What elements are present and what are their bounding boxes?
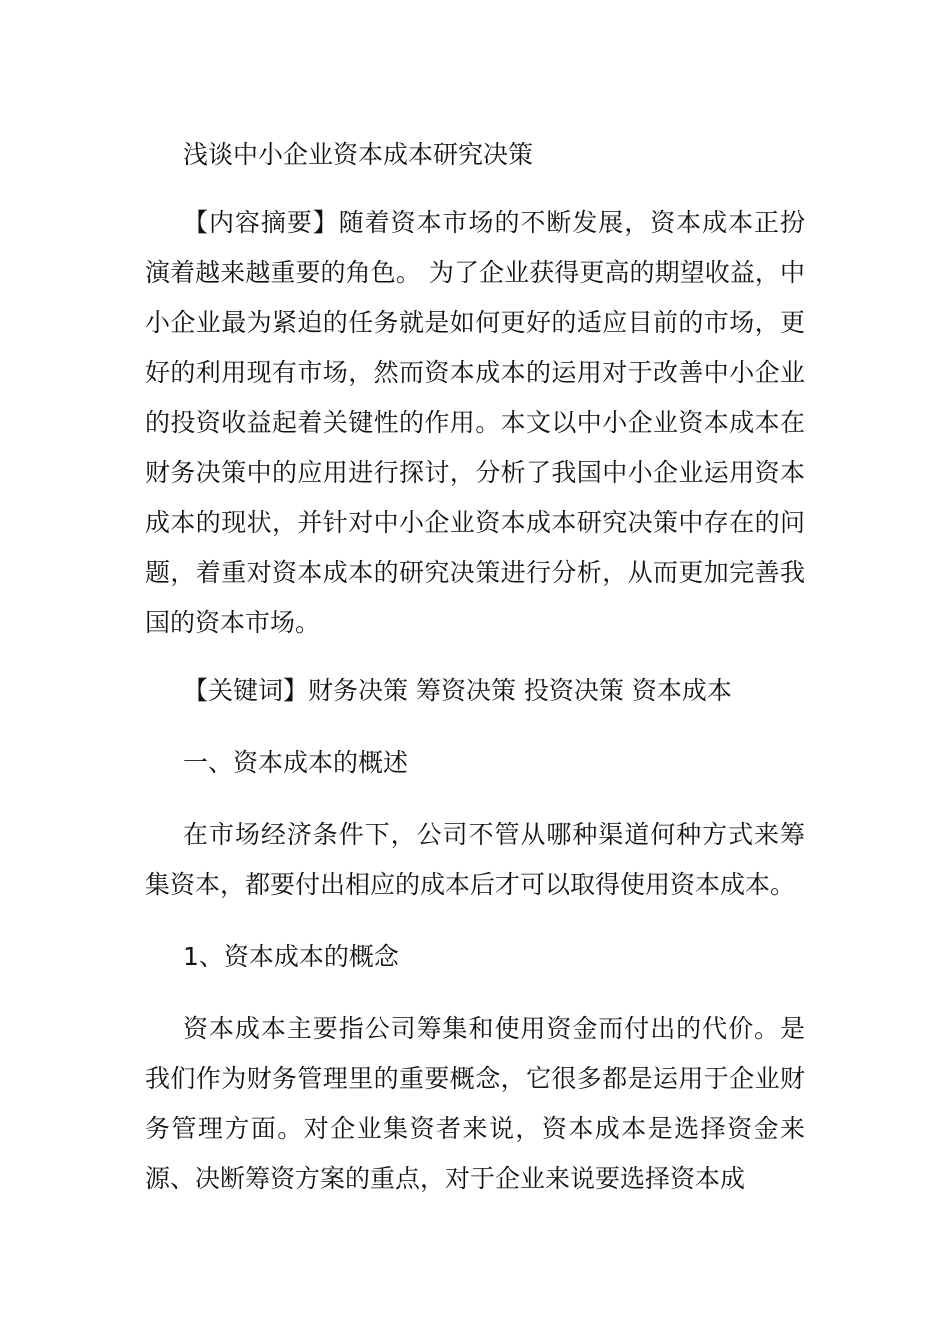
document-title: 浅谈中小企业资本成本研究决策 [183, 140, 534, 169]
subsection-heading: 1、资本成本的概念 [183, 942, 399, 971]
subsection-paragraph: 资本成本主要指公司筹集和使用资金而付出的代价。是我们作为财务管理里的重要概念，它很多都是运用于企业财务管理方面。对企业集资者来说，资本成本是选择资金来源、决断筹资方案的重点，对于企业来说要选择资本成 [145, 1014, 805, 1193]
document-page [145, 130, 805, 1204]
abstract-paragraph: 【内容摘要】随着资本市场的不断发展，资本成本正扮演着越来越重要的角色。 为了企业获得更高的期望收益，中小企业最为紧迫的任务就是如何更好的适应目前的市场，更好的利用现有市场，然而资本成本的运用对于改善中小企业的投资收益起着关键性的作用。本文以中小企业资本成本在财务决策中的应用进行探讨，分析了我国中小企业运用资本成本的现状，并针对中小企业资本成本研究决策中存在的问题，着重对资本成本的研究决策进行分析，从而更加完善我国的资本市场。 [145, 208, 805, 637]
keywords-line: 【关键词】财务决策 筹资决策 投资决策 资本成本 [183, 676, 732, 705]
section-paragraph: 在市场经济条件下，公司不管从哪种渠道何种方式来筹集资本，都要付出相应的成本后才可以取得使用资本成本。 [145, 820, 805, 899]
section-heading: 一、资本成本的概述 [183, 748, 409, 777]
